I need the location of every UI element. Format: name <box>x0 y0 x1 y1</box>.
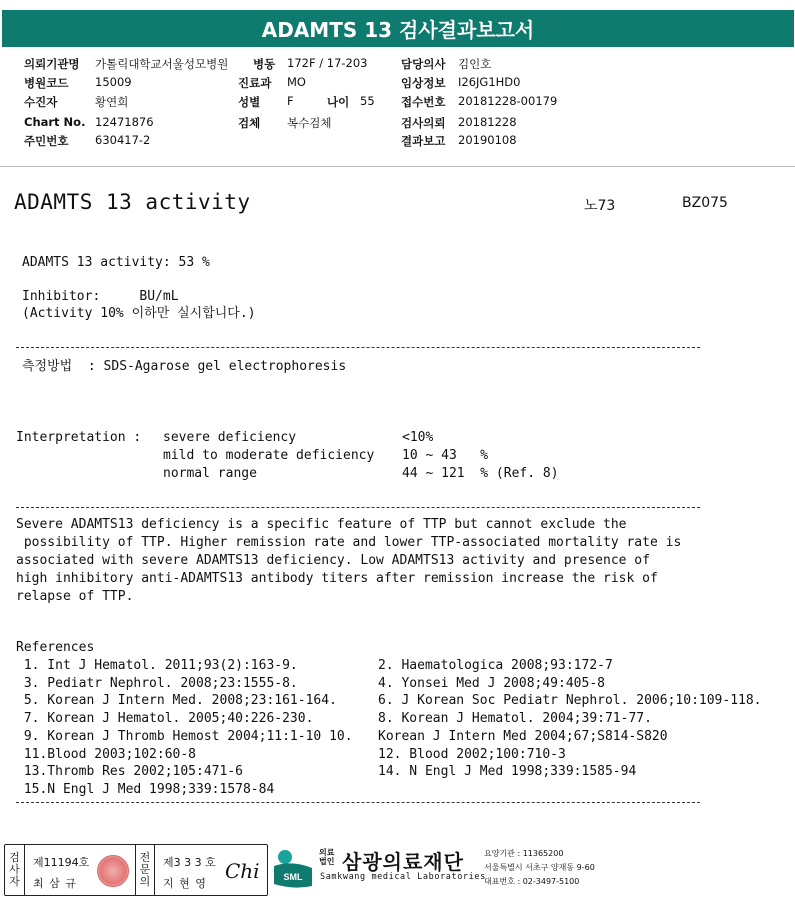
confirmer-label: 전 문 의 <box>135 845 155 895</box>
confirmer-license: 제3 3 3 호 <box>163 856 216 869</box>
interp-name: mild to moderate deficiency <box>163 448 375 463</box>
reference-item: 4. Yonsei Med J 2008;49:405-8 <box>378 675 605 691</box>
info-value: I26JG1HD0 <box>458 75 521 89</box>
info-label: 주민번호 <box>24 134 69 148</box>
comment-line: relapse of TTP. <box>16 589 134 604</box>
signature: Chi <box>225 859 260 883</box>
info-value: 12471876 <box>95 115 154 129</box>
info-value: 가톨릭대학교서울성모병원 <box>95 57 229 71</box>
report-title: ADAMTS 13 검사결과보고서 <box>261 18 535 42</box>
examiner-license: 제11194호 <box>33 856 90 869</box>
org-info: 대표번호 : 02-3497-5100 <box>484 877 580 886</box>
reference-item: 12. Blood 2002;100:710-3 <box>378 746 566 762</box>
interp-name: normal range <box>163 466 257 481</box>
confirmer-name: 지 현 영 <box>163 877 207 890</box>
org-type: 의료 법인 <box>319 848 335 866</box>
reference-item: 14. N Engl J Med 1998;339:1585-94 <box>378 764 637 780</box>
info-label: 결과보고 <box>401 134 446 148</box>
references-title: References <box>16 640 95 655</box>
test-title: ADAMTS 13 activity <box>14 190 251 214</box>
dashed-divider <box>16 347 700 348</box>
reference-item: 2. Haematologica 2008;93:172-7 <box>378 658 613 673</box>
org-info: 요양기관 : 11365200 <box>484 849 564 858</box>
interp-range: 44 ~ 121 % (Ref. 8) <box>402 466 559 481</box>
info-value: 20181228-00179 <box>458 94 558 108</box>
report-header <box>2 10 794 47</box>
comment-line: high inhibitory anti-ADAMTS13 antibody titers after remission increase the risk of <box>16 571 658 586</box>
info-label: 병동 <box>253 57 276 71</box>
reference-item: 5. Korean J Intern Med. 2008;23:161-164. <box>16 693 337 709</box>
comment-line: Severe ADAMTS13 deficiency is a specific feature of TTP but cannot exclude the <box>16 517 627 532</box>
sml-logo-icon <box>272 846 314 890</box>
info-value: 630417-2 <box>95 133 151 147</box>
dashed-divider <box>16 802 700 803</box>
seal-stamp <box>97 855 129 887</box>
info-label: 성별 <box>238 95 261 109</box>
examiner-label: 검 사 자 <box>5 845 25 895</box>
comment-line: associated with severe ADAMTS13 deficiency. Low ADAMTS13 activity and presence of <box>16 553 650 568</box>
svg-text:SML: SML <box>283 872 303 882</box>
info-value: 복수검체 <box>287 116 332 130</box>
reference-item: 15.N Engl J Med 1998;339:1578-84 <box>16 781 275 797</box>
info-label: 진료과 <box>238 76 272 90</box>
reference-item: 8. Korean J Hematol. 2004;39:71-77. <box>378 711 652 727</box>
reference-item: 9. Korean J Thromb Hemost 2004;11:1-10 10. <box>16 728 353 744</box>
reference-item: 1. Int J Hematol. 2011;93(2):163-9. <box>16 658 298 673</box>
info-value: MO <box>287 75 306 89</box>
method-text: 측정방법 : SDS-Agarose gel electrophoresis <box>22 359 347 374</box>
info-label: 수진자 <box>24 95 58 109</box>
info-value: 김인호 <box>458 57 492 71</box>
test-code: 노73 <box>584 198 616 214</box>
info-value: 172F / 17-203 <box>287 56 368 70</box>
info-label: 접수번호 <box>401 95 446 109</box>
interp-name: severe deficiency <box>163 430 297 445</box>
info-value: F <box>287 94 294 108</box>
info-value: 55 <box>360 94 375 108</box>
dashed-divider <box>16 507 700 508</box>
info-label: 병원코드 <box>24 76 69 90</box>
comment-line: possibility of TTP. Higher remission rate and lower TTP-associated mortality rate is <box>16 535 682 550</box>
inhibitor-note: (Activity 10% 이하만 실시합니다.) <box>22 306 256 321</box>
reference-item: 3. Pediatr Nephrol. 2008;23:1555-8. <box>16 675 298 691</box>
info-label: Chart No. <box>24 115 86 129</box>
interp-range: 10 ~ 43 % <box>402 448 489 463</box>
test-code: BZ075 <box>682 195 728 211</box>
reference-item: Korean J Intern Med 2004;67;S814-S820 <box>378 728 668 744</box>
activity-result: ADAMTS 13 activity: 53 % <box>22 255 210 270</box>
interpretation-label: Interpretation : <box>16 430 142 445</box>
org-info: 서울특별시 서초구 양재동 9-60 <box>484 863 595 872</box>
info-value: 20181228 <box>458 115 517 129</box>
examiner-name: 최 삼 규 <box>33 877 77 890</box>
info-value: 황연희 <box>95 95 129 109</box>
signature-box <box>4 844 268 896</box>
info-value: 15009 <box>95 75 132 89</box>
org-english-name: Samkwang medical Laboratories <box>320 872 486 882</box>
reference-item: 11.Blood 2003;102:60-8 <box>16 746 197 762</box>
info-label: 나이 <box>327 95 350 109</box>
info-label: 임상정보 <box>401 76 446 90</box>
interp-range: <10% <box>402 430 434 445</box>
info-label: 검사의뢰 <box>401 116 446 130</box>
footer <box>0 842 795 902</box>
inhibitor-result: Inhibitor: BU/mL <box>22 289 179 304</box>
reference-item: 6. J Korean Soc Pediatr Nephrol. 2006;10:109-118. <box>378 693 762 709</box>
divider <box>0 166 795 167</box>
info-label: 검체 <box>238 116 261 130</box>
reference-item: 7. Korean J Hematol. 2005;40:226-230. <box>16 711 314 727</box>
reference-item: 13.Thromb Res 2002;105:471-6 <box>16 764 243 780</box>
info-label: 의뢰기관명 <box>24 57 80 71</box>
org-name: 삼광의료재단 <box>342 850 464 874</box>
info-label: 담당의사 <box>401 57 446 71</box>
info-value: 20190108 <box>458 133 517 147</box>
